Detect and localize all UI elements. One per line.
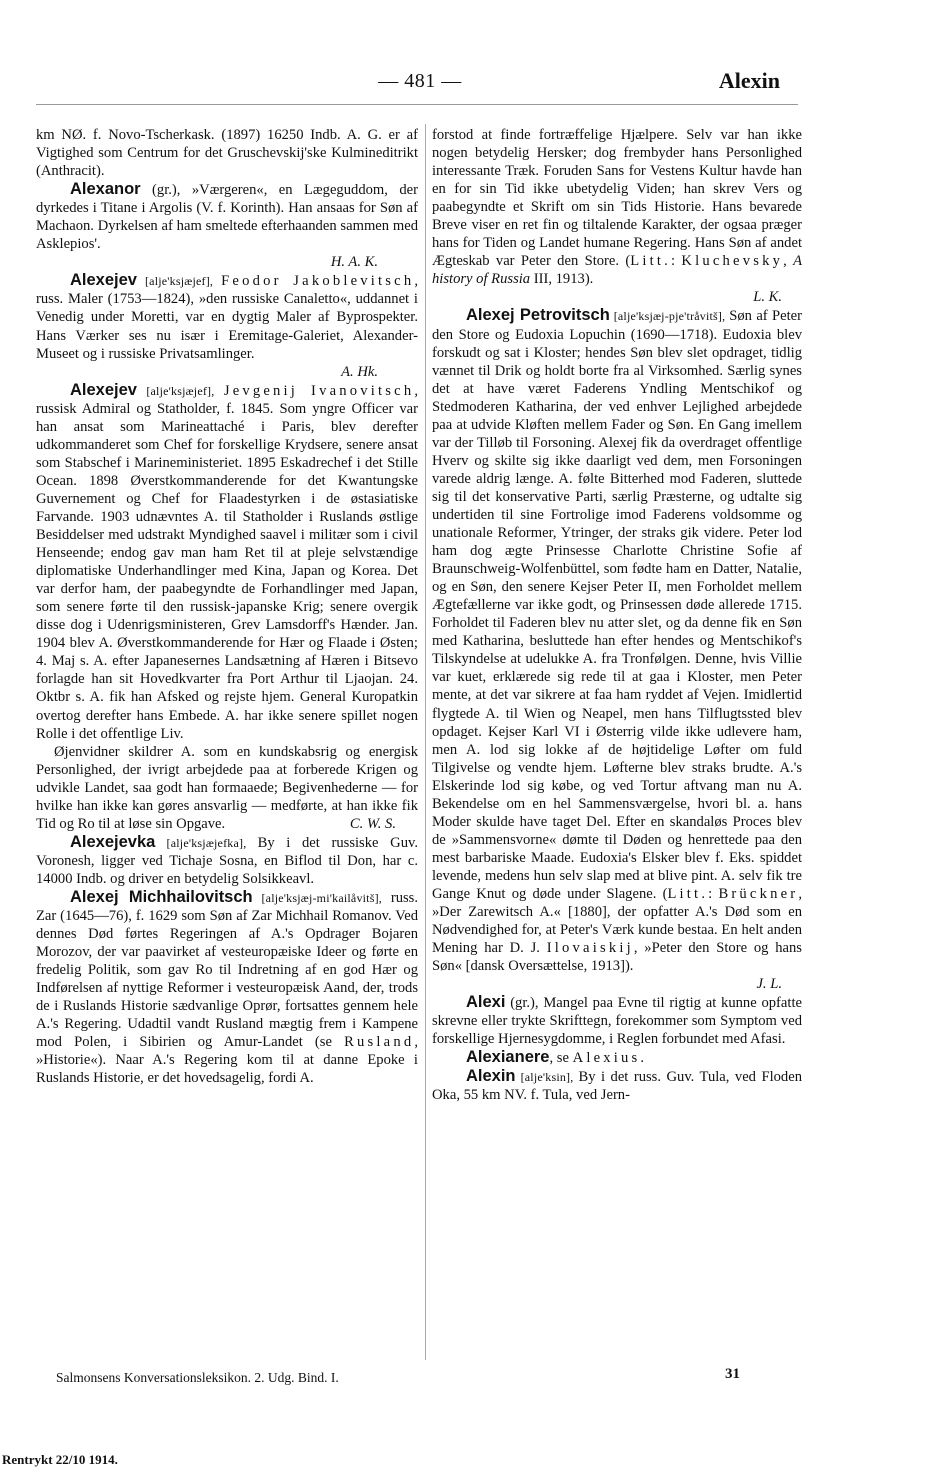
headword: Alexejev (70, 271, 137, 290)
entry-text: (gr.), »Værgeren«, en Lægeguddom, der dyrkedes i Titane i Argolis (V. f. Korinth). Han ansaas for Søn af Machaon. Dyrkelsen af ham smeltede efterhaanden sammen med Asklepios'. (36, 182, 418, 253)
entry-alexejev-jevgenij (36, 381, 418, 743)
source-line: Salmonsens Konversationsleksikon. 2. Udg. Bind. I. (56, 1370, 339, 1385)
entry-alexejevka (36, 833, 418, 888)
header-rule (36, 104, 798, 105)
headword: Alexi (466, 993, 506, 1012)
cross-reference: Rusland (344, 1034, 415, 1051)
headword: Alexejevka (70, 832, 156, 851)
continuation-paragraph: km NØ. f. Novo-Tscherkask. (1897) 16250 Indb. A. G. er af Vigtighed som Centrum for det Gruschevskij'ske Kulmineditrikt (Anthracit). (36, 127, 418, 180)
column-rule (425, 124, 426, 1360)
entry-text: , russisk Admiral og Statholder, f. 1845. Som yngre Officer var han ansat som Marineattaché i Paris, blev derefter udkommanderet som Chef for forskellige Krydsere, senere ansat som Stabschef i Marineministeriet. 1895 Eskadrechef i det Stille Ocean. 1898 Øverstkommanderende for det Kwantungske Guvernement og Chef for Flaadestyrken i de østasiatiske Farvande. 1903 udnævntes A. til Statholder i Ruslands østlige Besiddelser med udstrakt Myndighed saavel i militær som i civil Henseende; endog gav man ham Ret til at pleje selvstændige diplomatiske Underhandlinger med Kina, Japan og Korea. Det var derfor ham, der paabegyndte de Forhandlinger med Japan, som senere førte til den russisk-japanske Krig; senere overgik disse dog i Udenrigsministeren, Grev Lamsdorff's Hænder. Jan. 1904 blev A. Øverstkommanderende for Hær og Flaade i Østen; 4. Maj s. A. efter Japanesernes Landsætning af Hæren i Bitsevo forlagde han sit Hovedkvarter fra Port Arthur til Ljaojan. 24. Oktbr s. A. fik han Afsked og rejste hjem. General Kuropatkin overtog derefter hans Embede. A. har ikke senere spillet nogen Rolle i det offentlige Liv. (36, 382, 418, 742)
entry-text: (gr.), Mangel paa Evne til rigtig at kunne opfatte skrevne eller trykte Skrifttegn, forekommer som Symptom ved forskellige Hjernesygdomme, i Reglen forbundet med Afasi. (432, 995, 802, 1048)
author-signature: J. L. (756, 976, 782, 993)
author-name: Kluchevsky (681, 253, 784, 270)
running-head: Alexin (718, 68, 780, 93)
pronunciation: [alje'ksjæj-mi'kailåvitš], (252, 890, 391, 905)
pronunciation: [alje'ksjæjef], (136, 274, 222, 289)
headword: Alexejev (70, 380, 137, 399)
headword: Alexianere (466, 1048, 550, 1067)
author-signature: A. Hk. (341, 363, 378, 380)
entry-text: , (783, 253, 794, 270)
entry-text: Søn af Peter den Store og Eudoxia Lopuchin (1690—1718). Eudoxia blev forskudt og sat i Kloster; hendes Søn blev slet opdraget, tidlig vænnet til Drik og holdt borte fra al Virksomhed. Særlig synes det at have været Faderens Yndling Mentschikof og Stedmoderen Katharina, der ved enhver Lejlighed arbejdede paa at udvide Kløften mellem Fader og Søn. En Gang imellem var der Tilløb til Forsoning. Alexej fik da overdraget offentlige Hverv og skilte sig ikke daarligt ved dem, men Forsoningen varede aldrig længe. A. følte Bitterhed mod Faderen, sluttede sig til det konservative Parti, særlig Præsterne, og udtalte sig undertiden til sine Fortrolige imod Faderens voldsomme og unationale Reformer, Ytringer, der straks gik videre. Peter lod ham dog ægte Prinsesse Charlotte Christine Sofie af Braunschweig-Wolfenbüttel, som fødte ham en Datter, Natalie, og en Søn, den senere Kejser Peter II, men Forholdet mellem Ægtefællerne var ikke godt, og Prinsessen døde allerede 1715. Forholdet til Faderen blev nu atter slet, og da denne fik en Søn med Katharina, besluttede han efter hendes og Mentschikof's Tilskyndelse at udelukke A. fra Tronfølgen. Denne, hvis Villie var kuet, erklærede sig rede til at gaa i Kloster, men Peter mente, at det var sikrere at faa ham ryddet af Vejen. Imidlertid flygtede A. til Wien og Neapel, men hans Tilflugtssted blev opdaget. Kejser Karl VI i Østerrig vilde ikke udlevere ham, men A. lod sig lokke af de højtidelige Løfter om fuld Tilgivelse og vendte hjem. Løfterne blev straks brudte. A.'s Elskerinde lod sig købe, og ved Tortur aftvang man nu A. Bekendelse om en hel Sammensværgelse, hvori bl. a. hans Moder skulde have taget Del. Efter en skandaløs Proces blev de »Sammensvorne« dømte til Døden og henrettede paa den mest barbariske Maade. Eudoxia's Elsker blev f. Eks. spiddet levende, medens hun selv slap med at blive pint. A. selv fik tre Gange Knut og døde under Slagene. ( (432, 308, 802, 902)
entry-alexej-petrovitsch (432, 306, 802, 975)
headword: Alexej Michhailovitsch (70, 887, 253, 906)
entry-text: By i det russ. Guv. Tula, ved Floden Oka, 55 km NV. f. Tula, ved Jern- (432, 1069, 802, 1104)
entry-text: forstod at finde fortræffelige Hjælpere. Selv var han ikke nogen betydelig Hersker; dog frembyder hans Personlighed interessante Træk. Foruden Sans for Vestens Kultur havde han en for sin Tid ikke ubetydelig Viden; han skrev Vers og paabegyndte et Skrift om sin Tids Historie. Hans bevarede Breve viser en ret fin og tiltalende Karakter, der ogsaa præger hans for Tiden og Landet humane Regering. Hans Søn af andet Ægteskab var Peter den Store. ( (432, 127, 802, 270)
entry-alexi (432, 993, 802, 1048)
author-signature: C. W. S. (349, 815, 396, 832)
author-signature: L. K. (753, 289, 782, 306)
literature-label: Litt. (630, 253, 671, 270)
entry-text: russ. Zar (1645—76), f. 1629 som Søn af Zar Michhail Romanov. Ved dennes Død førtes Regeringen af A.'s Opdrager Bojaren Morozov, der var paavirket af vesteuropæiske Ideer og førte en fredelig Politik, som gav Ro til Indretning af en god Hær og Indførelsen af nyttige Reformer i vesteuropæisk Aand, der, trods de i Ruslands Historie sædvanlige Oprør, fortsattes gennem hele A.'s Regering. Udadtil vandt Rusland mægtig frem i Kampene mod Polen, i Sibirien og Amur-Landet (se (36, 889, 418, 1051)
entry-text: . (640, 1050, 645, 1067)
entry-alexianere (432, 1048, 802, 1067)
signature-number: 31 (725, 1366, 740, 1382)
person-name: Jevgenij Ivanovitsch (223, 382, 415, 399)
pronunciation: [alje'ksjæjefka], (155, 835, 258, 850)
work-title: A history of Russia (432, 253, 802, 288)
author-name: Ilovaiskij (546, 940, 634, 957)
entry-text: , se (549, 1050, 573, 1067)
pronunciation: [alje'ksjæj-pje'tråvitš], (609, 309, 730, 324)
headword: Alexin (466, 1067, 516, 1086)
entry-text: Øjenvidner skildrer A. som en kundskabsrig og energisk Personlighed, der ivrigt arbejdede paa at forberede Krigen og udvikle Landet, saa godt han formaaede; Begivenhederne — for hvilke han ikke kan gøres ansvarlig — medførte, at han ikke fik Tid og Ro til at løse sin Opgave. (36, 743, 418, 832)
entry-text: , »Der Zarewitsch A.« [1880], der opfatter A.'s Død som en Nødvendighed for, at Peter's Værk kunde bestaa. En helt anden Mening har D. J. (432, 885, 802, 957)
entry-alexin (432, 1067, 802, 1104)
entry-alexej-michhailovitsch (36, 888, 418, 1088)
entry-text: , russ. Maler (1753—1824), »den russiske Canaletto«, uddannet i Venedig under Moretti, var en dygtig Maler af Byprospekter. Hans Værker ses nu især i Eremitage-Galeriet, Alexander-Museet og i russiske Privatsamlinger. (36, 273, 418, 362)
entry-text: : (670, 253, 682, 270)
continuation-paragraph (432, 126, 802, 288)
headword: Alexej Petrovitsch (466, 306, 610, 325)
headword: Alexanor (70, 180, 141, 199)
literature-label: Litt. (667, 885, 709, 902)
page-number: — 481 — (378, 70, 462, 92)
entry-text: , »Peter den Store og hans Søn« [dansk Oversættelse, 1913]). (432, 940, 802, 975)
entry-paragraph (36, 743, 418, 833)
author-signature: H. A. K. (330, 254, 378, 271)
pronunciation: [alje'ksjæjef], (136, 383, 224, 398)
entry-text: , »Historie«). Naar A.'s Regering kom til at danne Epoke i Ruslands Historie, er det hovedsagelig, fordi A. (36, 1034, 418, 1087)
entry-text: By i det russiske Guv. Voronesh, ligger ved Tichaje Sosna, en Biflod til Don, har c. 14000 Indb. og driver en betydelig Solsikkeavl. (36, 834, 418, 887)
entry-text: III, 1913). (530, 271, 594, 288)
reprint-note: Rentrykt 22/10 1914. (2, 1452, 118, 1467)
person-name: Feodor Jakoblevitsch (221, 273, 415, 290)
entry-alexanor (36, 180, 418, 253)
author-name: Brückner (718, 885, 799, 902)
entry-alexejev-feodor (36, 271, 418, 362)
left-column (36, 126, 418, 1360)
cross-reference: Alexius (572, 1050, 641, 1067)
entry-text: : (708, 885, 719, 902)
right-column (432, 126, 802, 1360)
pronunciation: [alje'ksin], (515, 1070, 579, 1085)
